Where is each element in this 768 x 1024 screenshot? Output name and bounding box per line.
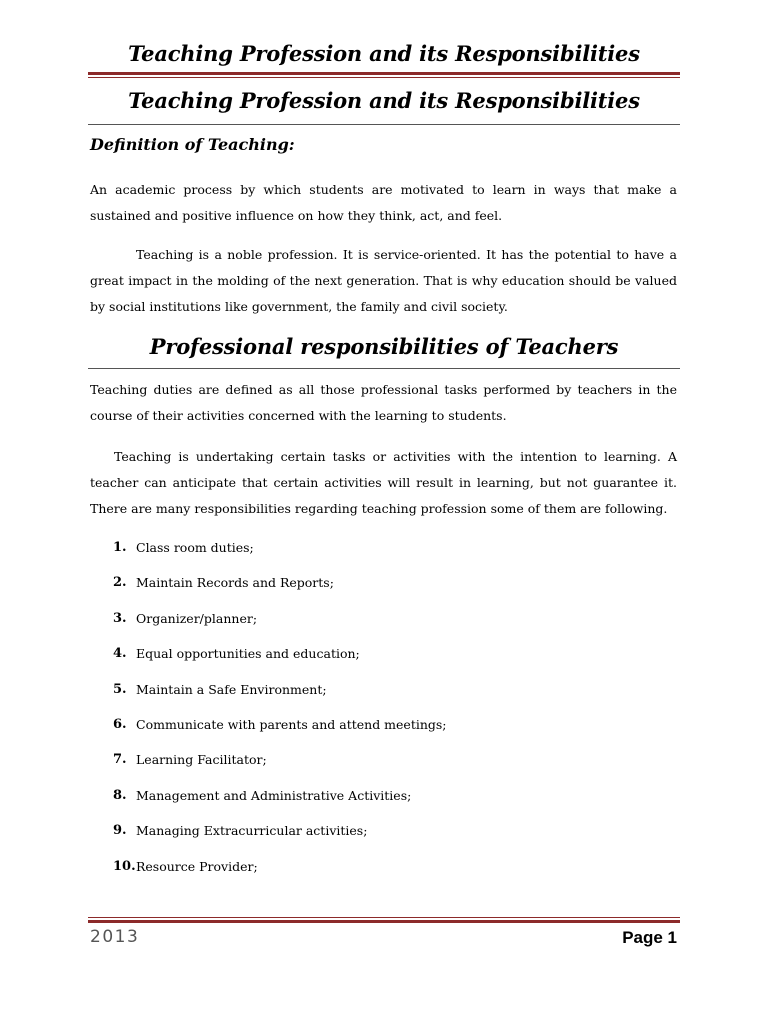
list-item: [113, 607, 447, 642]
list-item-number: 3.: [113, 610, 127, 626]
list-item-number: 10.: [113, 858, 136, 874]
list-item-number: 9.: [113, 823, 127, 839]
list-item-number: 1.: [113, 540, 127, 555]
responsibilities-heading: Professional responsibilities of Teachers: [149, 334, 619, 359]
list-item: [113, 678, 447, 713]
list-item-text: Managing Extracurricular activities;: [136, 823, 368, 839]
list-item-text: Resource Provider;: [136, 858, 258, 874]
title-underline: [88, 124, 680, 125]
responsibilities-list: [113, 536, 447, 890]
list-item: [113, 536, 447, 571]
list-item: [113, 819, 447, 854]
list-item-number: 2.: [113, 575, 127, 591]
definition-heading-colon: :: [288, 135, 295, 154]
list-item: [113, 642, 447, 677]
list-item: [113, 713, 447, 748]
list-item-text: Maintain a Safe Environment;: [136, 681, 327, 697]
list-item-number: 4.: [113, 646, 127, 662]
header-rule-thick: [88, 72, 680, 75]
footer-rule-thin: [88, 917, 680, 918]
list-item: [113, 784, 447, 819]
running-header-title: Teaching Profession and its Responsibilities: [128, 41, 640, 66]
page-title: Teaching Profession and its Responsibilities: [128, 88, 640, 113]
footer-year: 2013: [90, 927, 140, 947]
list-item-number: 8.: [113, 787, 127, 803]
list-item: [113, 571, 447, 606]
definition-heading-text: Definition of Teaching: [90, 135, 289, 154]
list-item-text: Learning Facilitator;: [136, 752, 267, 768]
responsibilities-paragraph-2: Teaching is undertaking certain tasks or activities with the intention to learning. A teacher can anticipate that certain activities will result in learning, but not guarantee it. There are many responsibilities regarding teaching profession some of them are following.: [90, 449, 677, 516]
list-item-text: Communicate with parents and attend meetings;: [136, 716, 447, 732]
list-item-text: Organizer/planner;: [136, 610, 258, 626]
list-item: [113, 855, 447, 890]
list-item-text: Class room duties;: [136, 540, 254, 555]
page-number: Page 1: [622, 928, 677, 947]
definition-paragraph-1: An academic process by which students are motivated to learn in ways that make a sustained and positive influence on how they think, act, and feel.: [90, 182, 677, 223]
list-item: [113, 748, 447, 783]
list-item-text: Management and Administrative Activities;: [136, 787, 412, 803]
responsibilities-underline: [88, 368, 680, 369]
list-item-number: 6.: [113, 716, 127, 732]
definition-paragraph-2: Teaching is a noble profession. It is service-oriented. It has the potential to have a great impact in the molding of the next generation. That is why education should be valued by social institutions like government, the family and civil society.: [90, 247, 677, 314]
list-item-number: 5.: [113, 681, 127, 697]
responsibilities-paragraph-1: Teaching duties are defined as all those professional tasks performed by teachers in the course of their activities concerned with the learning to students.: [90, 382, 677, 423]
list-item-text: Maintain Records and Reports;: [136, 575, 334, 591]
header-rule-thin: [88, 77, 680, 78]
list-item-text: Equal opportunities and education;: [136, 646, 360, 662]
definition-heading: [90, 135, 295, 154]
list-item-number: 7.: [113, 752, 127, 768]
footer-rule-thick: [88, 920, 680, 923]
